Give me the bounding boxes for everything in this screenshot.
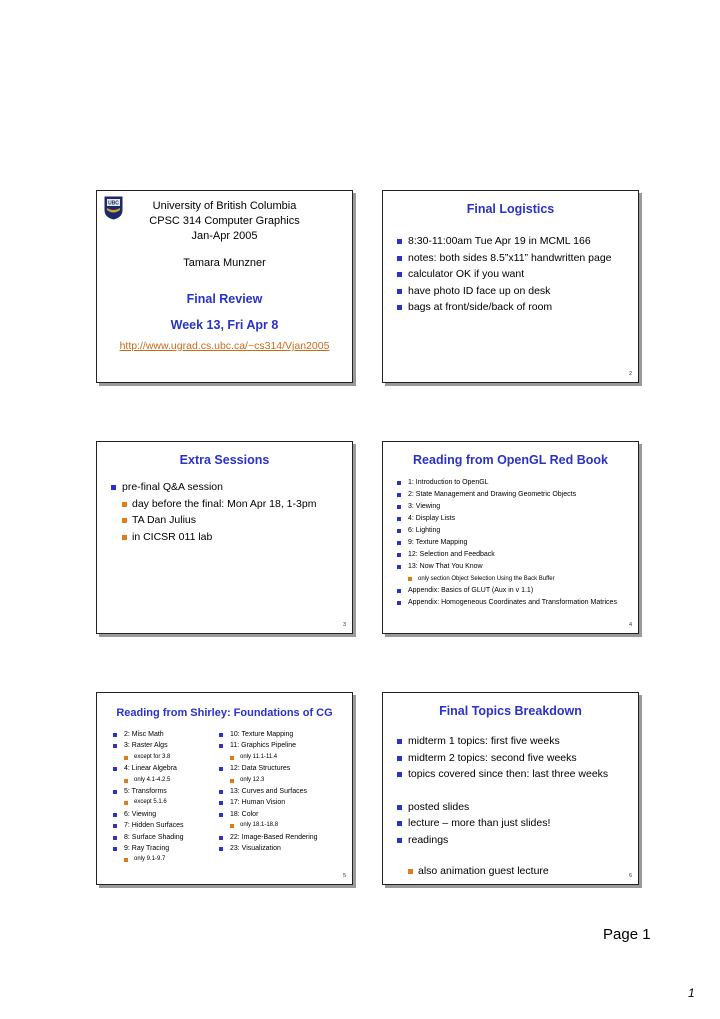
- slide-title: Final Logistics: [466, 202, 555, 216]
- list-item: only 11.1-11.4: [217, 752, 347, 763]
- list-item: 13: Curves and Surfaces: [217, 786, 347, 797]
- list-item: 12: Data Structures: [217, 763, 347, 774]
- list-item: 9: Ray Tracing: [111, 843, 216, 854]
- list-item: 23: Visualization: [217, 843, 347, 854]
- slide-number: 6: [628, 873, 632, 879]
- list-item: posted slides: [395, 799, 632, 816]
- list-item: Appendix: Homogeneous Coordinates and Transformation Matrices: [395, 597, 632, 609]
- list-item: 6: Viewing: [111, 809, 216, 820]
- list-item: 3: Raster Algs: [111, 740, 216, 751]
- list-item: notes: both sides 8.5”x11” handwritten page: [395, 250, 632, 267]
- list-item: 10: Texture Mapping: [217, 729, 347, 740]
- list-item: midterm 1 topics: first five weeks: [395, 733, 632, 750]
- list-item: calculator OK if you want: [395, 266, 632, 283]
- list-item: midterm 2 topics: second five weeks: [395, 750, 632, 767]
- slide-1: [96, 190, 353, 383]
- list-item: 9: Texture Mapping: [395, 537, 632, 549]
- slide-3: [96, 441, 353, 634]
- list-item: TA Dan Julius: [109, 512, 346, 529]
- list-item: pre-final Q&A session: [109, 479, 346, 496]
- list-item: 6: Lighting: [395, 525, 632, 537]
- slide-5: [96, 692, 353, 885]
- list-item: topics covered since then: last three weeks: [395, 766, 632, 783]
- list-item: only 9.1-9.7: [111, 854, 216, 865]
- slide-6: [382, 692, 639, 885]
- instructor: Tamara Munzner: [183, 257, 266, 269]
- bullet-list: [395, 733, 632, 880]
- reading-column-right: [217, 729, 347, 854]
- list-item: 8:30-11:00am Tue Apr 19 in MCML 166: [395, 233, 632, 250]
- slide-title: Final Topics Breakdown: [439, 704, 582, 718]
- list-item: have photo ID face up on desk: [395, 283, 632, 300]
- slide-number: 5: [342, 873, 346, 879]
- list-item: readings: [395, 832, 632, 849]
- list-item: 4: Display Lists: [395, 513, 632, 525]
- svg-text:UBC: UBC: [108, 200, 119, 207]
- list-item: only 18.1-18.8: [217, 820, 347, 831]
- slide-number: 2: [628, 371, 632, 377]
- slide-2: [382, 190, 639, 383]
- list-item: except 5.1.6: [111, 797, 216, 808]
- course-url-link[interactable]: http://www.ugrad.cs.ubc.ca/~cs314/Vjan2005: [119, 340, 330, 352]
- bullet-list: [395, 477, 632, 609]
- reading-column-left: [111, 729, 216, 866]
- list-item: in CICSR 011 lab: [109, 529, 346, 546]
- list-item: 2: Misc Math: [111, 729, 216, 740]
- slide-number: 4: [628, 622, 632, 628]
- list-item: bags at front/side/back of room: [395, 299, 632, 316]
- slide-4: [382, 441, 639, 634]
- list-item: only section Object Selection Using the Back Buffer: [395, 573, 632, 585]
- page-number: 1: [688, 986, 695, 1000]
- list-item: 3: Viewing: [395, 501, 632, 513]
- list-item: Appendix: Basics of GLUT (Aux in v 1.1): [395, 585, 632, 597]
- term: Jan-Apr 2005: [191, 230, 258, 242]
- list-item: 4: Linear Algebra: [111, 763, 216, 774]
- list-item: 11: Graphics Pipeline: [217, 740, 347, 751]
- list-item: also animation guest lecture: [395, 863, 632, 880]
- list-item: 5: Transforms: [111, 786, 216, 797]
- list-item: 18: Color: [217, 809, 347, 820]
- list-item: 13: Now That You Know: [395, 561, 632, 573]
- slide-number: 3: [342, 622, 346, 628]
- list-item: 2: State Management and Drawing Geometric Objects: [395, 489, 632, 501]
- slide-title: Reading from OpenGL Red Book: [413, 453, 608, 467]
- list-item: day before the final: Mon Apr 18, 1-3pm: [109, 496, 346, 513]
- slide-title: Final Review: [186, 292, 263, 306]
- spacer: [395, 783, 632, 799]
- slide-title: Reading from Shirley: Foundations of CG: [116, 707, 333, 719]
- list-item: 17: Human Vision: [217, 797, 347, 808]
- list-item: except for 3.8: [111, 752, 216, 763]
- bullet-list: [109, 479, 346, 545]
- spacer: [395, 848, 632, 863]
- list-item: 12: Selection and Feedback: [395, 549, 632, 561]
- page-label: Page 1: [603, 926, 651, 943]
- course-name: CPSC 314 Computer Graphics: [149, 215, 300, 227]
- list-item: 8: Surface Shading: [111, 832, 216, 843]
- bullet-list: [395, 233, 632, 316]
- list-item: lecture – more than just slides!: [395, 815, 632, 832]
- list-item: 7: Hidden Surfaces: [111, 820, 216, 831]
- slide-subtitle: Week 13, Fri Apr 8: [170, 318, 279, 332]
- list-item: only 12.3: [217, 775, 347, 786]
- list-item: only 4.1-4.2.5: [111, 775, 216, 786]
- list-item: 1: Introduction to OpenGL: [395, 477, 632, 489]
- slide-title: Extra Sessions: [179, 453, 270, 467]
- university-name: University of British Columbia: [152, 200, 297, 212]
- list-item: 22: Image-Based Rendering: [217, 832, 347, 843]
